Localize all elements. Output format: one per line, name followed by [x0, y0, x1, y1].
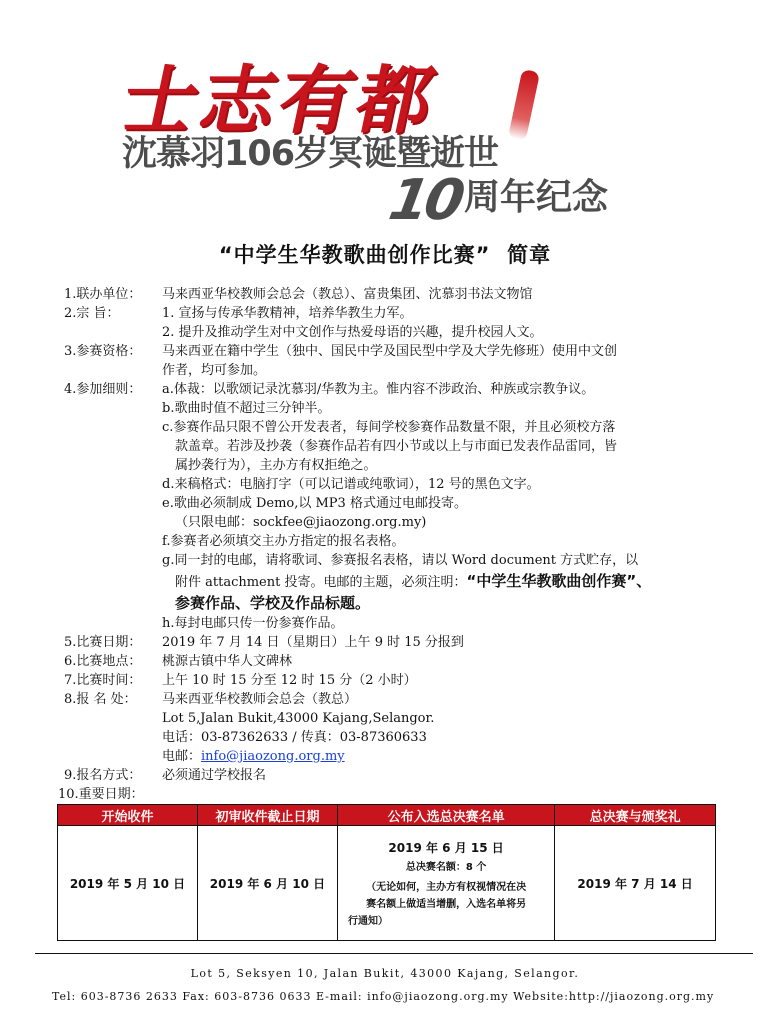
- competition-venue: 桃源古镇中华人文碑林: [162, 654, 293, 669]
- cell-final-date: 2019 年 7 月 14 日: [555, 826, 716, 941]
- item-label-organizers: 1.联办单位：: [64, 287, 142, 302]
- table-row: [58, 826, 716, 941]
- item-label-important-dates: 10.重要日期：: [58, 787, 144, 802]
- item-label-date: 5.比赛日期：: [64, 635, 142, 650]
- competition-date: 2019 年 7 月 14 日（星期日）上午 9 时 15 分报到: [162, 635, 464, 650]
- cell-announce: [337, 826, 554, 941]
- rule-g-line-2-text: 附件 attachment 投寄。电邮的主题，必须注明：: [175, 575, 467, 590]
- item-label-purpose: 2.宗 旨：: [64, 306, 120, 321]
- banner-anniversary: [384, 168, 608, 233]
- rule-c-line-1: c.参赛作品只限不曾公开发表者，每间学校参赛作品数量不限，并且必须校方落: [162, 420, 616, 435]
- important-dates-table: [57, 804, 716, 941]
- banner-calligraphy: 士志有都: [114, 58, 445, 144]
- rule-e-line-2: （只限电邮：sockfee@jiaozong.org.my): [175, 515, 427, 530]
- registration-address: Lot 5,Jalan Bukit,43000 Kajang,Selangor.: [162, 711, 435, 726]
- header-deadline: 初审收件截止日期: [197, 805, 337, 826]
- rule-e-line-1: e.歌曲必须制成 Demo,以 MP3 格式通过电邮投寄。: [162, 496, 467, 511]
- item-label-method: 9.报名方式：: [64, 768, 142, 783]
- registration-method: 必须通过学校报名: [162, 768, 267, 783]
- item-label-time: 7.比赛时间：: [64, 673, 142, 688]
- item-organizers: 马来西亚华校教师会总会（教总）、富贵集团、沈慕羽书法文物馆: [162, 287, 533, 302]
- announce-date: 2019 年 6 月 15 日: [388, 840, 504, 855]
- header-final: 总决赛与颁奖礼: [555, 805, 716, 826]
- rule-g-line-2: [175, 572, 651, 592]
- banner-anniversary-number: 10: [384, 168, 466, 233]
- table-header-row: [58, 805, 716, 826]
- rule-g-emphasis: “中学生华教歌曲创作赛”、: [466, 572, 652, 590]
- registration-email-label: 电邮：: [162, 749, 202, 764]
- item-label-registration: 8.报 名 处：: [64, 692, 137, 707]
- eligibility-line-2: 作者，均可参加。: [162, 363, 267, 378]
- banner-anniversary-text: 周年纪念: [463, 177, 608, 218]
- announce-note-3: 行通知）: [347, 915, 388, 927]
- eligibility-line-1: 马来西亚在籍中学生（独中、国民中学及国民型中学及大学先修班）使用中文创: [162, 344, 618, 359]
- registration-org: 马来西亚华校教师会总会（教总）: [162, 692, 358, 707]
- cell-deadline-date: 2019 年 6 月 10 日: [197, 826, 337, 941]
- rule-b: b.歌曲时值不超过三分钟半。: [162, 401, 331, 416]
- purpose-line-2: 2. 提升及推动学生对中文创作与热爱母语的兴趣，提升校园人文。: [162, 325, 543, 340]
- footer-divider: [35, 953, 753, 954]
- competition-time: 上午 10 时 15 分至 12 时 15 分（2 小时）: [162, 673, 417, 688]
- footer-contact: Tel: 603-8736 2633 Fax: 603-8736 0633 E-mail: info@jiaozong.org.my Website:http://jiaozong.org.my: [52, 990, 715, 1003]
- brush-stroke-decoration: [508, 69, 540, 141]
- registration-phone: 电话：03-87362633 / 传真：03-87360633: [162, 730, 427, 745]
- announce-note-2: 赛名额上做适当增删，入选名单将另: [366, 898, 527, 910]
- announce-note-1: （无论如何，主办方有权视情况在决: [366, 881, 527, 893]
- rule-g-line-3: 参赛作品、学校及作品标题。: [175, 594, 371, 612]
- rule-c-line-3: 属抄袭行为），主办方有权拒绝之。: [175, 458, 377, 473]
- footer-address: Lot 5, Seksyen 10, Jalan Bukit, 43000 Kajang, Selangor.: [190, 967, 580, 980]
- rule-d: d.来稿格式：电脑打字（可以记谱或纯歌词），12 号的黑色文字。: [162, 477, 540, 492]
- purpose-line-1: 1. 宣扬与传承华教精神，培养华教生力军。: [162, 306, 413, 321]
- announce-quota: 总决赛名额：8 个: [405, 861, 487, 873]
- rule-g-line-1: g.同一封的电邮，请将歌词、参赛报名表格，请以 Word document 方式贮存，以: [162, 553, 639, 568]
- rule-f: f.参赛者必须填交主办方指定的报名表格。: [162, 534, 405, 549]
- email-link[interactable]: info@jiaozong.org.my: [201, 749, 345, 764]
- banner-subtitle: 沈慕羽106岁冥诞暨逝世: [122, 134, 499, 174]
- item-label-venue: 6.比赛地点：: [64, 654, 142, 669]
- rule-c-line-2: 款盖章。若涉及抄袭（参赛作品若有四小节或以上与市面已发表作品雷同，皆: [175, 439, 618, 454]
- registration-email: [162, 747, 345, 766]
- cell-start-date: 2019 年 5 月 10 日: [58, 826, 198, 941]
- header-start: 开始收件: [58, 805, 198, 826]
- item-label-eligibility: 3.参赛资格：: [64, 344, 142, 359]
- item-label-rules: 4.参加细则：: [64, 382, 142, 397]
- page-title: “中学生华教歌曲创作比赛” 简章: [218, 243, 552, 267]
- header-announce: 公布入选总决赛名单: [337, 805, 554, 826]
- rule-a: a.体裁：以歌颂记录沈慕羽/华教为主。惟内容不涉政治、种族或宗教争议。: [162, 382, 595, 397]
- rule-h: h.每封电邮只传一份参赛作品。: [162, 616, 344, 631]
